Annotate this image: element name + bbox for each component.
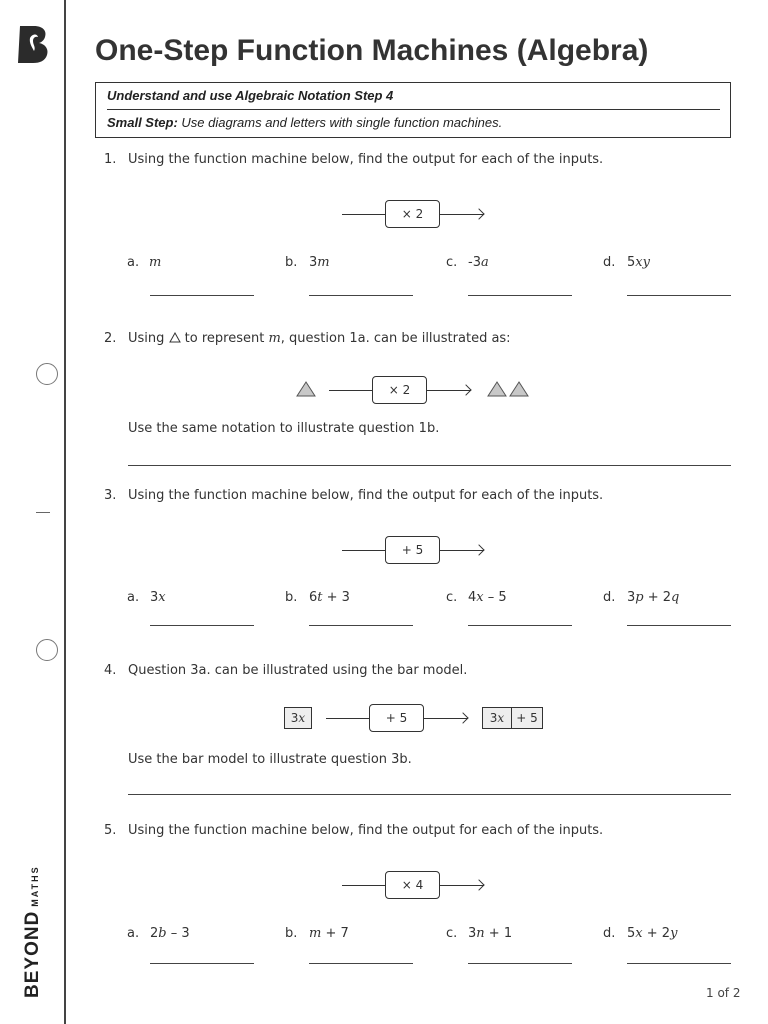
question-1-number: 1. <box>104 152 117 167</box>
info-box <box>95 82 731 138</box>
function-box-5: × 4 <box>385 871 440 899</box>
binder-hole-bottom <box>36 639 58 661</box>
option-letter: b. <box>285 926 298 941</box>
option-letter: d. <box>603 255 616 270</box>
center-mark <box>36 512 50 513</box>
page-number: 1 of 2 <box>706 986 741 1000</box>
answer-line[interactable] <box>309 295 413 296</box>
page-title: One-Step Function Machines (Algebra) <box>95 34 649 67</box>
triangle-icon <box>487 381 507 397</box>
function-box-2: × 2 <box>372 376 427 404</box>
question-4-text: Question 3a. can be illustrated using the bar model. <box>128 663 468 678</box>
input-arrow <box>342 214 386 215</box>
arrow-head-icon <box>460 384 471 395</box>
answer-line[interactable] <box>150 625 254 626</box>
answer-line[interactable] <box>468 963 572 964</box>
triangle-icon <box>169 332 181 343</box>
question-4-instruction: Use the bar model to illustrate question 3b. <box>128 752 412 767</box>
question-2-instruction: Use the same notation to illustrate question 1b. <box>128 421 440 436</box>
answer-line[interactable] <box>468 295 572 296</box>
question-2-number: 2. <box>104 331 117 346</box>
option-letter: a. <box>127 590 140 605</box>
binder-hole-top <box>36 363 58 385</box>
input-arrow <box>329 390 373 391</box>
function-box-3: + 5 <box>385 536 440 564</box>
option-value: 6t + 3 <box>309 590 350 605</box>
input-arrow <box>326 718 370 719</box>
brand-sub-text: MATHS <box>30 865 40 907</box>
function-box-4: + 5 <box>369 704 424 732</box>
info-divider <box>107 109 720 110</box>
option-letter: d. <box>603 926 616 941</box>
small-step <box>107 115 502 130</box>
question-1-text: Using the function machine below, find the output for each of the inputs. <box>128 152 604 167</box>
option-value: 2b – 3 <box>150 926 190 941</box>
step-heading: Understand and use Algebraic Notation Step 4 <box>107 88 394 103</box>
option-value: -3a <box>468 255 489 270</box>
option-value: 3p + 2q <box>627 590 680 605</box>
triangle-icon <box>509 381 529 397</box>
arrow-head-icon <box>473 879 484 890</box>
answer-line[interactable] <box>150 295 254 296</box>
answer-line[interactable] <box>309 625 413 626</box>
question-5-text: Using the function machine below, find the output for each of the inputs. <box>128 823 604 838</box>
option-letter: b. <box>285 590 298 605</box>
question-4-number: 4. <box>104 663 117 678</box>
option-value: 3x <box>150 590 166 605</box>
input-arrow <box>342 885 386 886</box>
small-step-text: Use diagrams and letters with single function machines. <box>177 115 503 130</box>
margin-line <box>64 0 66 1024</box>
bar-output-constant: + 5 <box>511 707 543 729</box>
option-letter: b. <box>285 255 298 270</box>
answer-line[interactable] <box>150 963 254 964</box>
beyond-logo-icon <box>16 24 52 64</box>
option-value: 4x – 5 <box>468 590 507 605</box>
arrow-head-icon <box>473 208 484 219</box>
question-5-number: 5. <box>104 823 117 838</box>
answer-line[interactable] <box>128 794 731 795</box>
function-box-1: × 2 <box>385 200 440 228</box>
brand-logo <box>22 858 46 998</box>
option-letter: d. <box>603 590 616 605</box>
triangle-icon <box>296 381 316 397</box>
answer-line[interactable] <box>468 625 572 626</box>
option-value: 3n + 1 <box>468 926 513 941</box>
answer-line[interactable] <box>627 625 731 626</box>
question-2-text: Using to represent m, question 1a. can be illustrated as: <box>128 331 511 346</box>
answer-line[interactable] <box>309 963 413 964</box>
bar-input: 3 x <box>284 707 312 729</box>
input-arrow <box>342 550 386 551</box>
answer-line[interactable] <box>627 295 731 296</box>
question-3-text: Using the function machine below, find the output for each of the inputs. <box>128 488 604 503</box>
option-value: m <box>149 255 162 270</box>
option-letter: c. <box>446 255 458 270</box>
option-letter: a. <box>127 926 140 941</box>
option-value: m + 7 <box>309 926 349 941</box>
option-letter: c. <box>446 926 458 941</box>
answer-line[interactable] <box>627 963 731 964</box>
answer-line[interactable] <box>128 465 731 466</box>
bar-output-variable: 3 x <box>482 707 512 729</box>
option-value: 5xy <box>627 255 650 270</box>
option-value: 3m <box>309 255 330 270</box>
option-letter: a. <box>127 255 140 270</box>
option-letter: c. <box>446 590 458 605</box>
arrow-head-icon <box>457 712 468 723</box>
small-step-label: Small Step: <box>107 115 178 130</box>
brand-main-text: BEYOND <box>22 910 43 998</box>
arrow-head-icon <box>473 544 484 555</box>
option-value: 5x + 2y <box>627 926 678 941</box>
question-3-number: 3. <box>104 488 117 503</box>
